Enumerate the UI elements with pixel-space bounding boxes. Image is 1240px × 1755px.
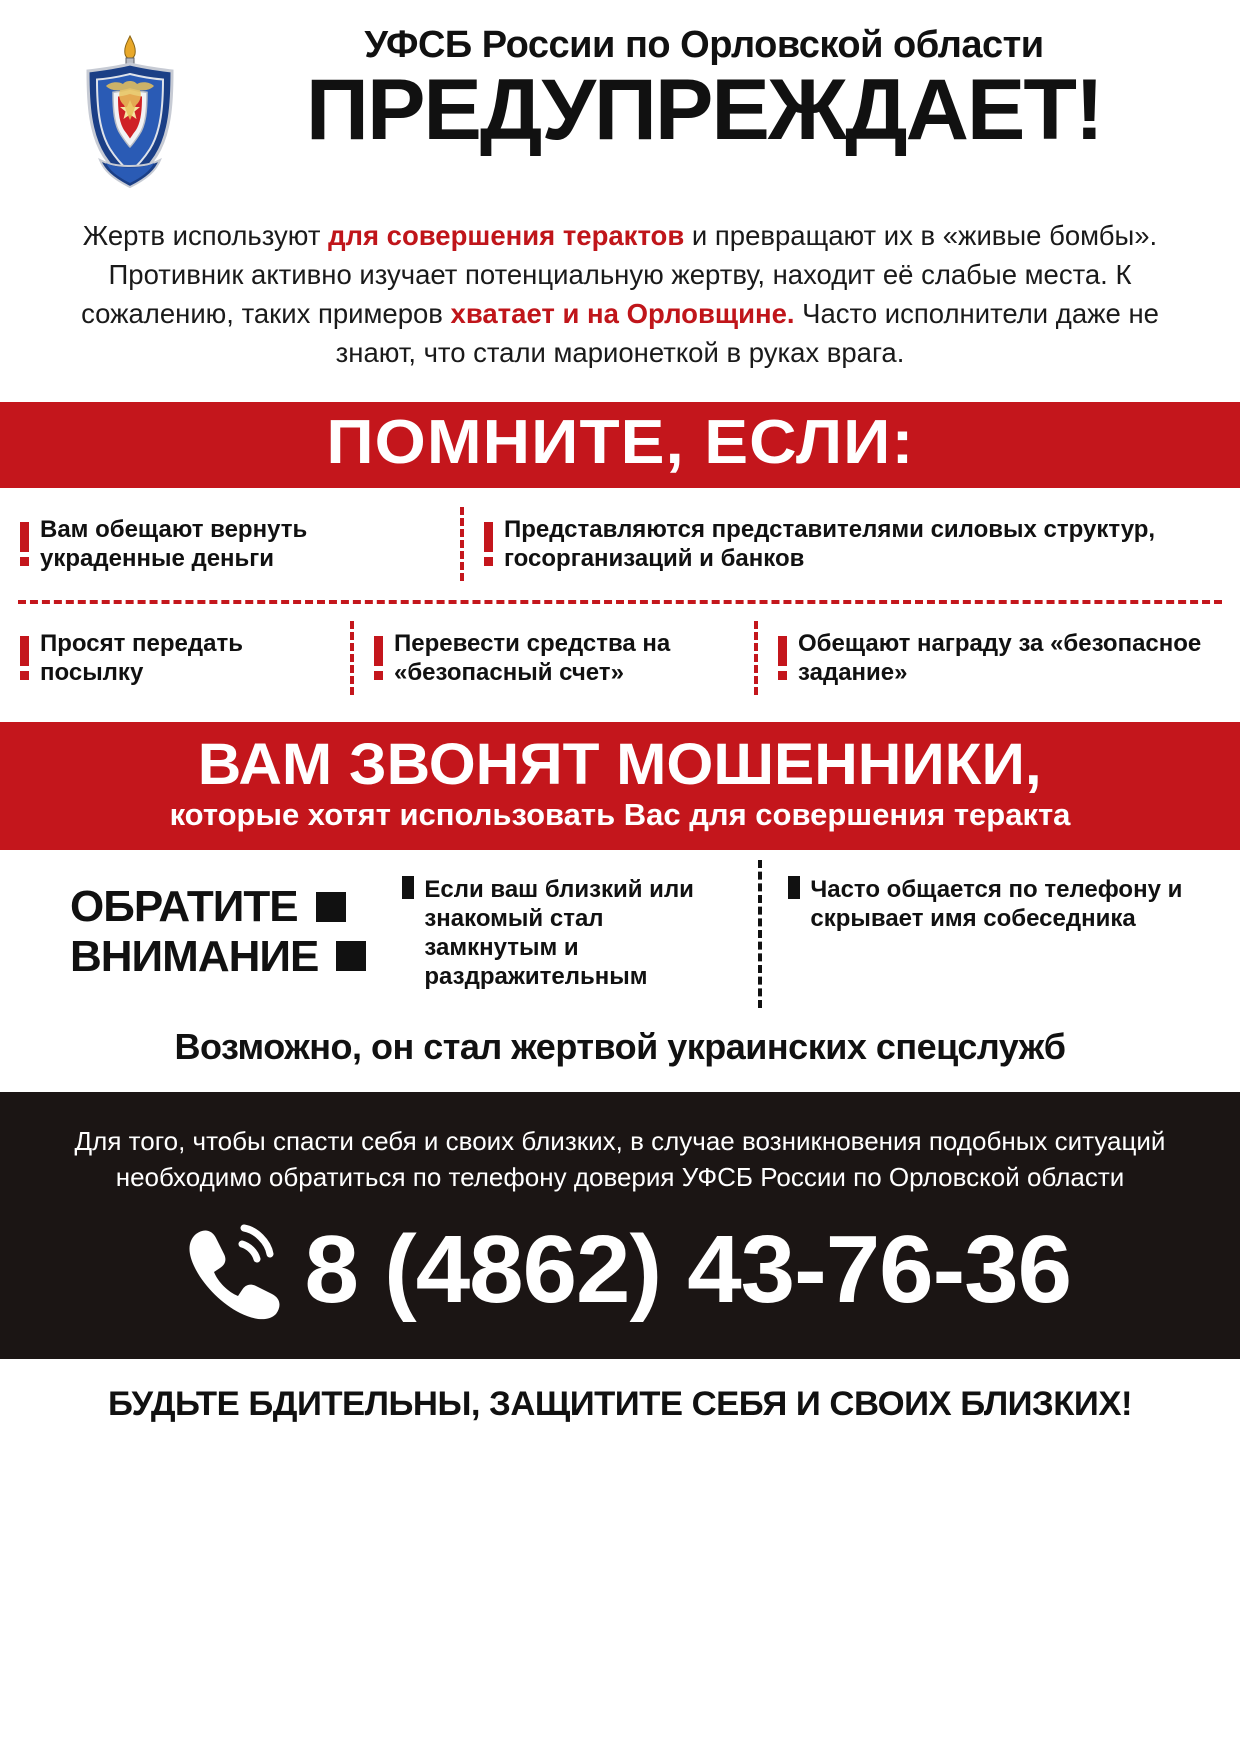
exclamation-icon	[18, 632, 30, 684]
organization-title: УФСБ России по Орловской области	[364, 24, 1044, 66]
fsb-emblem-icon	[70, 34, 190, 194]
phone-row	[60, 1214, 1180, 1325]
warning-headline: ПРЕДУПРЕЖДАЕТ!	[305, 62, 1103, 158]
intro-highlight-1: для совершения терактов	[328, 220, 685, 251]
scammer-banner-line1: ВАМ ЗВОНЯТ МОШЕННИКИ,	[198, 732, 1042, 798]
attention-conclusion: Возможно, он стал жертвой украинских спецслужб	[174, 1026, 1066, 1068]
intro-part-2: и превращают их в «живые бомбы». Противник активно изучает потенциальную жертву, находит её слабые места. К сожалению, таких примеров	[81, 220, 1158, 330]
signs-row-2	[0, 604, 1240, 712]
exclamation-icon	[18, 518, 30, 570]
intro-part-3: Часто исполнители даже не знают, что стали марионеткой в руках врага.	[335, 298, 1159, 369]
sign-text: Вам обещают вернуть украденные деньги	[40, 515, 308, 573]
sign-item	[758, 604, 1240, 712]
sign-text: Перевести средства на «безопасный счет»	[394, 629, 671, 687]
sign-item	[0, 604, 350, 712]
exclamation-icon	[482, 518, 494, 570]
hotline-note: Для того, чтобы спасти себя и своих близких, в случае возникновения подобных ситуаций необходимо обратиться по телефону доверия УФСБ России по Орловской области	[74, 1126, 1166, 1193]
header	[0, 0, 1240, 194]
bottom-slogan	[0, 1359, 1240, 1424]
attention-item	[392, 876, 742, 1008]
phone-call-icon	[176, 1220, 286, 1325]
signs-row-1	[0, 488, 1240, 600]
intro-paragraph	[70, 216, 1170, 372]
attention-item-text: Если ваш близкий или знакомый стал замкнутым и раздражительным	[424, 876, 694, 990]
header-text	[190, 24, 1200, 158]
sign-item	[0, 488, 460, 600]
square-bullet-icon	[316, 892, 346, 922]
hotline-block	[0, 1092, 1240, 1359]
scammer-banner-line2: которые хотят использовать Вас для совершения теракта	[169, 797, 1071, 833]
attention-item	[778, 876, 1204, 1008]
exclamation-icon	[776, 632, 788, 684]
sign-item	[464, 488, 1240, 600]
intro-part-1: Жертв используют	[82, 220, 329, 251]
hotline-phone-number[interactable]: 8 (4862) 43-76-36	[304, 1215, 1072, 1323]
sign-item	[354, 604, 754, 712]
remember-banner-title: ПОМНИТЕ, ЕСЛИ:	[325, 408, 915, 478]
attention-item-text: Часто общается по телефону и скрывает имя собеседника	[810, 876, 1183, 933]
vertical-divider	[758, 860, 762, 1008]
intro-highlight-2: хватает и на Орловщине.	[450, 298, 795, 330]
sign-text: Представляются представителями силовых структур, госорганизаций и банков	[504, 515, 1156, 573]
remember-banner	[0, 402, 1240, 488]
checkbox-group-icon	[402, 876, 414, 897]
exclamation-icon	[372, 632, 384, 684]
attention-title	[70, 876, 366, 981]
attention-items	[366, 876, 1204, 1008]
attention-title-line2: ВНИМАНИЕ	[70, 931, 319, 981]
checkbox-group-icon	[788, 876, 800, 897]
bottom-slogan-text: БУДЬТЕ БДИТЕЛЬНЫ, ЗАЩИТИТЕ СЕБЯ И СВОИХ БЛИЗКИХ!	[107, 1385, 1133, 1424]
signs-grid	[0, 488, 1240, 712]
scammer-banner	[0, 722, 1240, 850]
square-bullet-icon	[336, 941, 366, 971]
attention-title-line1: ОБРАТИТЕ	[70, 882, 298, 932]
sign-text: Просят передать посылку	[40, 629, 243, 687]
sign-text: Обещают награду за «безопасное задание»	[798, 629, 1202, 687]
attention-block	[0, 850, 1240, 1008]
